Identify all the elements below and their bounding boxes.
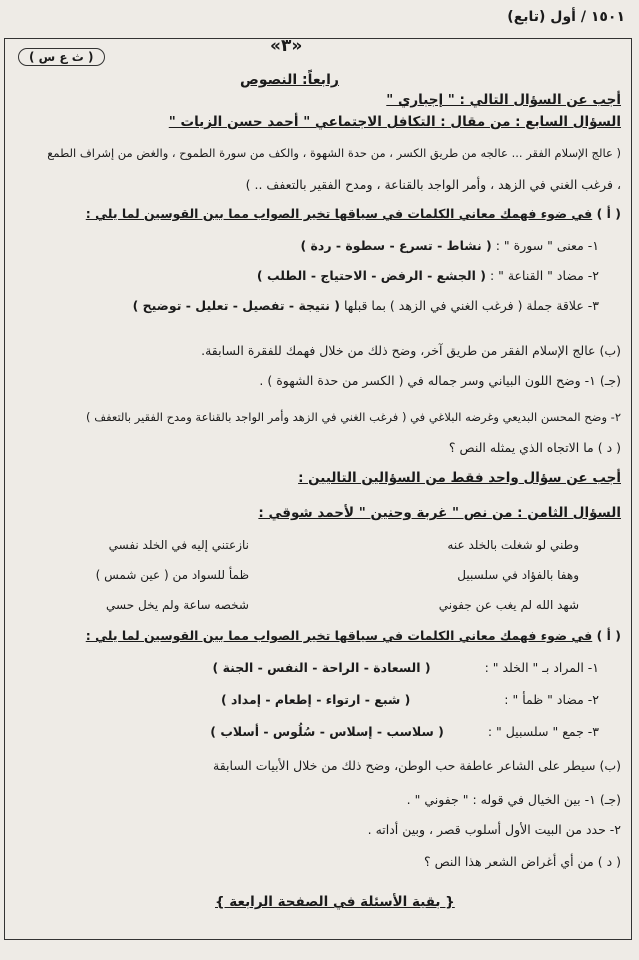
q8-verse-2-second: ظمأ للسواد من ( عين شمس ) [95, 568, 249, 582]
q7-item-1 [300, 238, 599, 253]
q8-part-a [86, 628, 621, 643]
q7-passage-line2: ، فرغب الغني في الزهد ، وأمر الواجد بالقناعة ، ومدح الفقير بالتعفف .. ) [245, 177, 621, 192]
exam-code: ١٥٠١ / أول (تابع) [507, 9, 625, 25]
choose-one-instruction: أجب عن سؤال واحد فقط من السؤالين التاليين : [298, 470, 621, 486]
q8-part-c2: ٢- حدد من البيت الأول أسلوب قصر ، وبين أداته . [367, 822, 621, 837]
q8-verse-2-first: وهفا بالفؤاد في سلسبيل [457, 568, 579, 582]
footer-note: { بقية الأسئلة في الصفحة الرابعة } [215, 894, 455, 910]
q7-item-3 [133, 298, 599, 313]
q7-item-2-choices: ( الجشع - الرفض - الاحتياج - الطلب ) [256, 268, 486, 283]
q8-part-d: ( د ) من أي أغراض الشعر هذا النص ؟ [423, 854, 621, 869]
q8-item-3 [210, 724, 599, 739]
section-title: رابعاً: النصوص [240, 72, 339, 88]
division-badge: ( ث ع س ) [18, 48, 105, 66]
q7-item-2-question: ٢- مضاد " القناعة " : [489, 268, 599, 283]
q8-verse-1-second: نازعتني إليه في الخلد نفسي [108, 538, 249, 552]
q8-part-a-label: ( أ ) [596, 628, 621, 643]
q7-part-b: (ب) عالج الإسلام الفقر من طريق آخر، وضح ذلك من خلال فهمك للفقرة السابقة. [201, 343, 621, 358]
q7-item-1-choices: ( نشاط - تسرع - سطوة - ردة ) [300, 238, 492, 253]
q8-item-1 [213, 660, 600, 675]
q8-verse-1-first: وطني لو شغلت بالخلد عنه [447, 538, 579, 552]
q7-part-a-prompt: في ضوء فهمك معاني الكلمات في سياقها تخير الصواب مما بين القوسين لما يلي : [85, 206, 593, 221]
q8-item-1-choices: ( السعادة - الراحة - النفس - الجنة ) [212, 660, 431, 675]
q8-item-3-question: ٣- جمع " سلسبيل " : [487, 724, 599, 739]
q7-item-2 [257, 268, 599, 283]
q8-title: السؤال الثامن : من نص " غربة وحنين " لأحمد شوقي : [258, 505, 621, 521]
q8-verse-3-first: شهد الله لم يغب عن جفوني [438, 598, 579, 612]
q8-part-b: (ب) سيطر على الشاعر عاطفة حب الوطن، وضح ذلك من خلال الأبيات السابقة [213, 758, 621, 773]
q8-item-3-choices: ( سلاسب - إسلاس - سُلُوس - أسلاب ) [210, 724, 444, 739]
q7-part-c2: ٢- وضح المحسن البديعي وغرضه البلاغي في ( فرغب الغني في الزهد وأمر الواجد بالقناعة ومدح الفقير بالتعفف ) [86, 410, 621, 424]
q7-item-1-question: ١- معنى " سورة " : [495, 238, 599, 253]
q7-part-a-label: ( أ ) [596, 206, 621, 221]
q7-title: السؤال السابع : من مقال : التكافل الاجتماعي " أحمد حسن الزيات " [168, 114, 621, 130]
q7-part-a [86, 206, 621, 221]
q8-part-a-prompt: في ضوء فهمك معاني الكلمات في سياقها تخير الصواب مما بين القوسين لما يلي : [85, 628, 593, 643]
q7-part-c1: (جـ) ١- وضح اللون البياني وسر جماله في ( الكسر من حدة الشهوة ) . [259, 373, 621, 388]
q8-part-c1: (جـ) ١- بين الخيال في قوله : " جفوني " . [406, 792, 621, 807]
q8-item-1-question: ١- المراد بـ " الخلد " : [484, 660, 599, 675]
q8-item-2 [221, 692, 599, 707]
q7-item-3-question: ٣- علاقة جملة ( فرغب الغني في الزهد ) بما قبلها [344, 298, 599, 313]
q8-item-2-choices: ( شبع - ارتواء - إطعام - إمداد ) [220, 692, 411, 707]
mandatory-instruction: أجب عن السؤال التالي : " إجباري " [386, 92, 621, 108]
q7-passage-line1: ( عالج الإسلام الفقر ... عالجه من طريق الكسر ، من حدة الشهوة ، والكف من سورة الطموح ، والغض من إشراف الطمع [47, 146, 621, 160]
q7-part-d: ( د ) ما الاتجاه الذي يمثله النص ؟ [448, 440, 621, 455]
q7-item-3-choices: ( نتيجة - تفصيل - تعليل - توضيح ) [132, 298, 341, 313]
q8-verse-3-second: شخصه ساعة ولم يخل حسي [106, 598, 249, 612]
page-number: «٣» [270, 36, 303, 56]
q8-item-2-question: ٢- مضاد " ظمأ " : [504, 692, 599, 707]
